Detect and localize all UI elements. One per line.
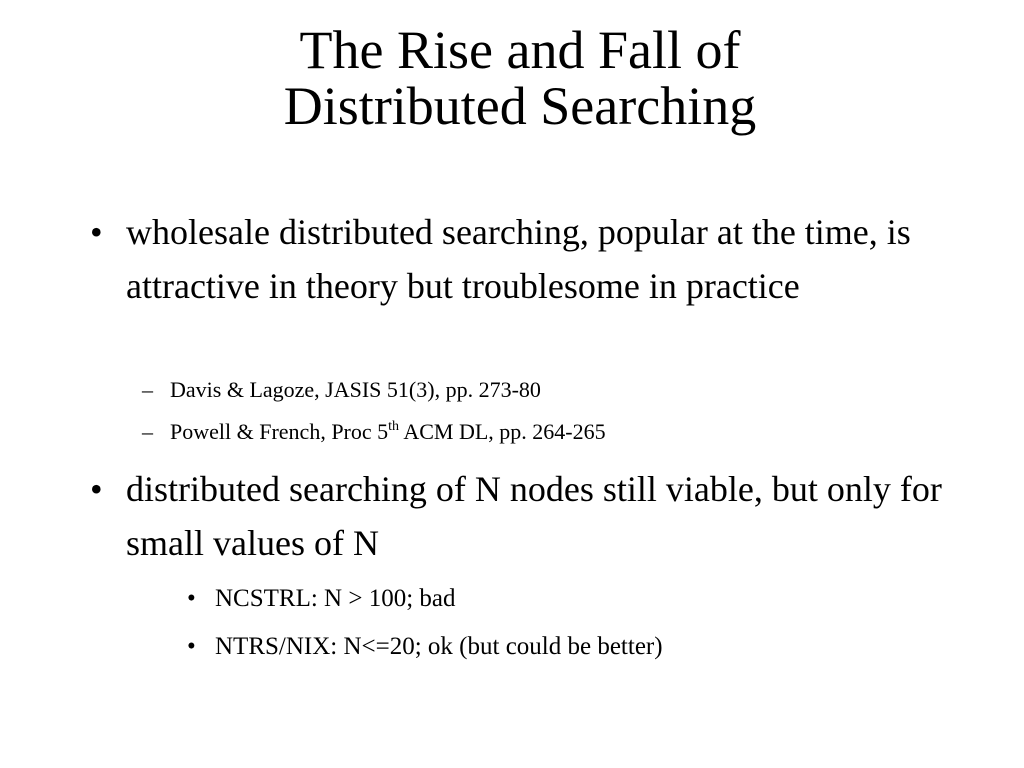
sub-item-1-2-text-end: ACM DL, pp. 264-265: [399, 419, 606, 444]
sub-item-2-1-text: NCSTRL: N > 100; bad: [215, 585, 456, 612]
slide-title-line-1: The Rise and Fall of: [299, 20, 741, 80]
sub-item-1-1: [142, 376, 541, 404]
bullet-item-2: [90, 462, 956, 570]
sub-item-2-2-text: NTRS/NIX: N<=20; ok (but could be better): [215, 633, 663, 660]
slide-title: [0, 22, 1024, 134]
bullet-icon: •: [187, 633, 196, 660]
dash-icon: –: [142, 377, 153, 402]
sub-item-1-2-text-start: Powell & French, Proc 5: [170, 419, 389, 444]
sub-item-2-1: [187, 584, 456, 614]
sub-item-1-2: [142, 418, 606, 446]
slide-title-line-2: Distributed Searching: [283, 76, 757, 136]
bullet-item-1-text: wholesale distributed searching, popular at the time, is attractive in theory but troublesome in practice: [126, 212, 911, 306]
bullet-item-1: [90, 205, 956, 313]
sub-item-2-2: [187, 632, 663, 662]
dash-icon: –: [142, 419, 153, 444]
bullet-icon: •: [90, 469, 103, 509]
bullet-icon: •: [90, 212, 103, 252]
bullet-icon: •: [187, 585, 196, 612]
sub-item-1-1-text: Davis & Lagoze, JASIS 51(3), pp. 273-80: [170, 377, 541, 402]
sub-item-1-2-superscript: th: [388, 419, 400, 434]
bullet-item-2-text: distributed searching of N nodes still viable, but only for small values of N: [126, 469, 942, 563]
